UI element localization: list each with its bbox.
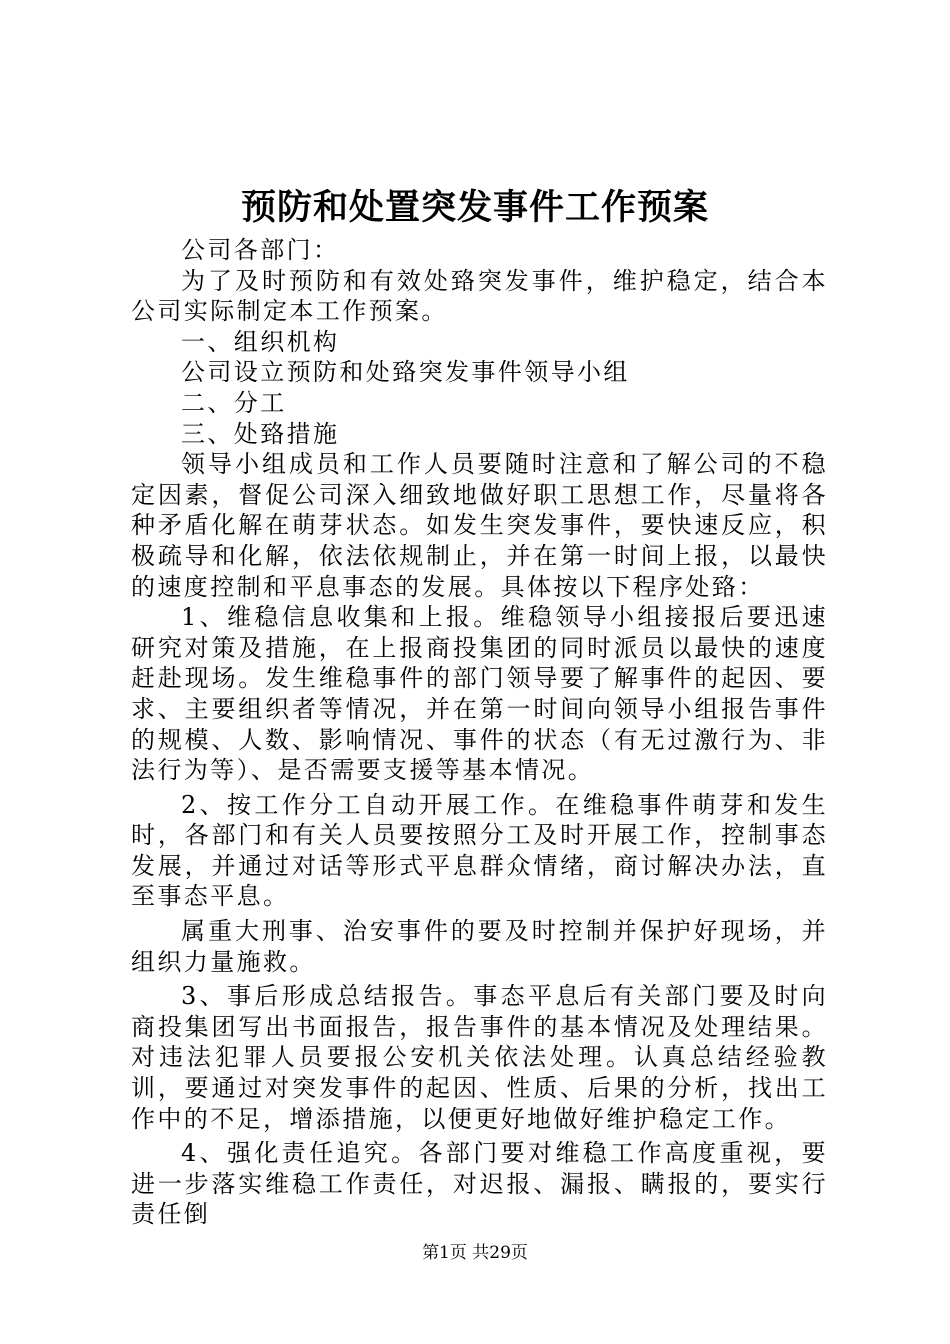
heading-organization: 一、组织机构 (181, 327, 340, 356)
paragraph-salutation: 公司各部门： (181, 236, 340, 264)
document-body (131, 235, 828, 1230)
paragraph-organization: 公司设立预防和处臵突发事件领导小组 (181, 358, 630, 387)
paragraph-item-2: 2、按工作分工自动开展工作。在维稳事件萌芽和发生时，各部门和有关人员要按照分工及时开展工作，控制事态发展，并通过对话等形式平息群众情绪，商讨解决办法，直至事态平息。 (131, 790, 828, 911)
paragraph-measures: 领导小组成员和工作人员要随时注意和了解公司的不稳定因素，督促公司深入细致地做好职工思想工作，尽量将各种矛盾化解在萌芽状态。如发生突发事件，要快速反应，积极疏导和化解，依法依规制止，并在第一时间上报，以最快的速度控制和平息事态的发展。具体按以下程序处臵： (131, 450, 828, 601)
heading-measures: 三、处臵措施 (181, 419, 340, 448)
page-number: 第1页 共29页 (422, 1243, 528, 1263)
paragraph-intro: 为了及时预防和有效处臵突发事件，维护稳定，结合本公司实际制定本工作预案。 (131, 266, 828, 326)
paragraph-item-1: 1、维稳信息收集和上报。维稳领导小组接报后要迅速研究对策及措施，在上报商投集团的同时派员以最快的速度赶赴现场。发生维稳事件的部门领导要了解事件的起因、要求、主要组织者等情况，并在第一时间向领导小组报告事件的规模、人数、影响情况、事件的状态（有无过激行为、非法行为等）、是否需要支援等基本情况。 (131, 603, 828, 785)
paragraph-item-4: 4、强化责任追究。各部门要对维稳工作高度重视，要进一步落实维稳工作责任，对迟报、漏报、瞒报的，要实行责任倒 (131, 1139, 828, 1229)
paragraph-criminal: 属重大刑事、治安事件的要及时控制并保护好现场，并组织力量施救。 (131, 917, 828, 976)
paragraph-item-3: 3、事后形成总结报告。事态平息后有关部门要及时向商投集团写出书面报告，报告事件的基本情况及处理结果。对违法犯罪人员要报公安机关依法处理。认真总结经验教训，要通过对突发事件的起因、性质、后果的分析，找出工作中的不足，增添措施，以便更好地做好维护稳定工作。 (131, 982, 828, 1133)
heading-division: 二、分工 (181, 388, 287, 417)
document-title: 预防和处置突发事件工作预案 (240, 187, 709, 228)
